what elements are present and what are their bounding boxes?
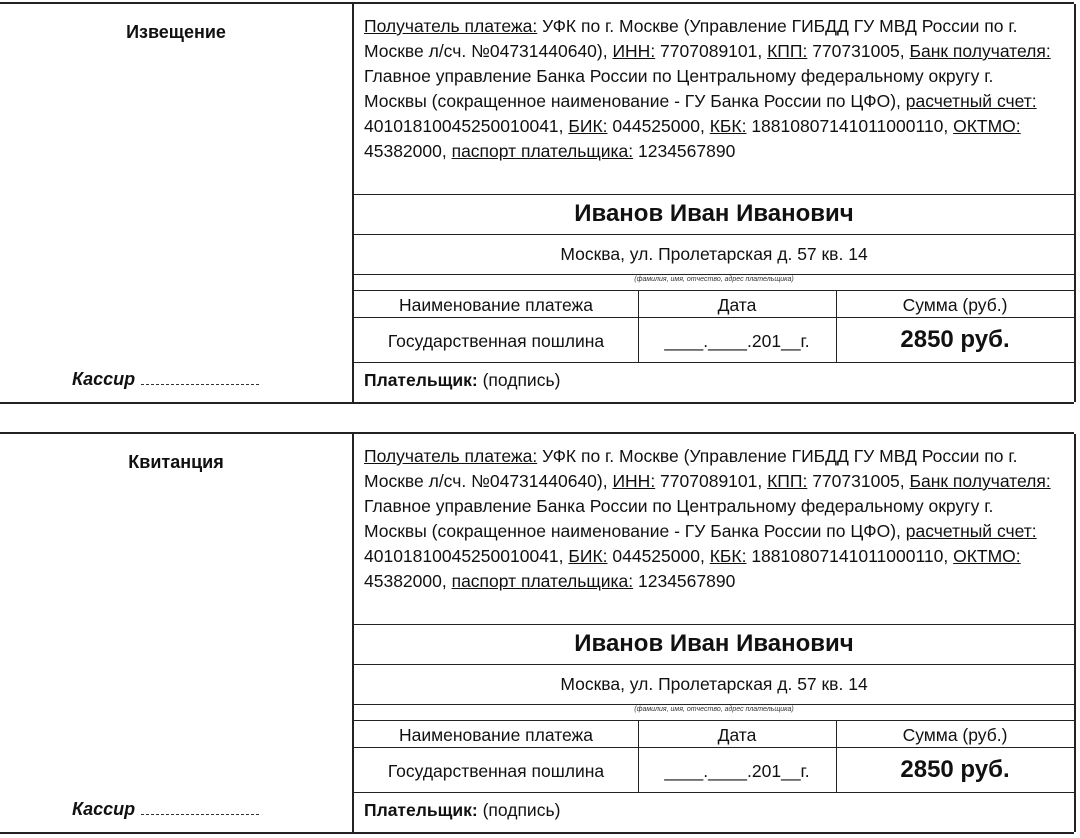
amount-value: 2850 руб.	[900, 326, 1010, 353]
bik-value: 044525000,	[607, 546, 710, 566]
cashier-signature-line	[141, 813, 259, 815]
passport-label: паспорт плательщика:	[451, 141, 634, 161]
cashier-label: Кассир	[72, 799, 136, 819]
payer-name: Иванов Иван Иванович	[574, 200, 854, 227]
oktmo-label: ОКТМО:	[953, 116, 1021, 136]
kbk-label: КБК:	[709, 116, 747, 136]
divider	[354, 792, 1074, 793]
bik-label: БИК:	[568, 116, 608, 136]
slip-type-label: Извещение	[126, 22, 226, 42]
passport-value: 1234567890	[633, 141, 736, 161]
bank-label: Банк получателя:	[909, 41, 1051, 61]
date-value: ____.____.201__г.	[664, 331, 810, 351]
address-caption: (фамилия, имя, отчество, адрес плательщика)	[634, 276, 794, 283]
kpp-label: КПП:	[767, 41, 808, 61]
date-value: ____.____.201__г.	[664, 761, 810, 781]
header-payment-name: Наименование платежа	[398, 725, 593, 745]
slip-right-column	[352, 4, 1076, 402]
account-label: расчетный счет:	[905, 91, 1037, 111]
inn-label: ИНН:	[612, 471, 656, 491]
cashier-signature-line	[141, 383, 259, 385]
oktmo-value: 45382000,	[364, 571, 452, 591]
kpp-label: КПП:	[767, 471, 808, 491]
kbk-label: КБК:	[709, 546, 747, 566]
amount-value: 2850 руб.	[900, 756, 1010, 783]
payer-address: Москва, ул. Пролетарская д. 57 кв. 14	[560, 244, 868, 264]
oktmo-value: 45382000,	[364, 141, 452, 161]
divider	[354, 624, 1074, 625]
header-date: Дата	[717, 725, 757, 745]
divider	[354, 317, 1074, 318]
divider	[354, 234, 1074, 235]
slip-left-column	[0, 4, 352, 402]
signature-label: Плательщик:	[364, 800, 478, 820]
slip-type-label: Квитанция	[128, 452, 224, 472]
recipient-details	[364, 444, 1054, 594]
payment-name-value: Государственная пошлина	[387, 331, 605, 351]
kpp-value: 770731005,	[807, 41, 910, 61]
receipt-slip	[0, 432, 1080, 832]
address-caption: (фамилия, имя, отчество, адрес плательщика)	[634, 706, 794, 713]
header-amount: Сумма (руб.)	[902, 295, 1008, 315]
divider	[354, 704, 1074, 705]
divider	[354, 720, 1074, 721]
payer-name: Иванов Иван Иванович	[574, 630, 854, 657]
cashier-field	[72, 369, 259, 390]
header-payment-name: Наименование платежа	[398, 295, 593, 315]
header-amount: Сумма (руб.)	[902, 725, 1008, 745]
slip-frame	[0, 432, 1074, 834]
kpp-value: 770731005,	[807, 471, 910, 491]
slip-right-column	[352, 434, 1076, 832]
cashier-field	[72, 799, 259, 820]
payment-name-value: Государственная пошлина	[387, 761, 605, 781]
divider	[354, 290, 1074, 291]
payee-text: УФК по г. Москве (Управление ГИБДД ГУ МВД России по г. Москве л/сч. №04731440640),	[364, 16, 1018, 61]
divider	[354, 362, 1074, 363]
oktmo-label: ОКТМО:	[953, 546, 1021, 566]
payer-signature	[364, 800, 560, 821]
inn-value: 7707089101,	[655, 471, 768, 491]
payee-label: Получатель платежа:	[364, 446, 538, 466]
signature-hint: (подпись)	[477, 800, 561, 820]
divider	[354, 664, 1074, 665]
divider	[354, 747, 1074, 748]
bik-value: 044525000,	[607, 116, 710, 136]
header-date: Дата	[717, 295, 757, 315]
divider	[354, 194, 1074, 195]
slip-frame	[0, 2, 1074, 404]
recipient-details	[364, 14, 1054, 164]
signature-label: Плательщик:	[364, 370, 478, 390]
account-value: 40101810045250010041,	[364, 116, 569, 136]
divider	[354, 274, 1074, 275]
passport-value: 1234567890	[633, 571, 736, 591]
slip-left-column	[0, 434, 352, 832]
notice-slip	[0, 2, 1080, 402]
payer-signature	[364, 370, 560, 391]
account-value: 40101810045250010041,	[364, 546, 569, 566]
payee-text: УФК по г. Москве (Управление ГИБДД ГУ МВД России по г. Москве л/сч. №04731440640),	[364, 446, 1018, 491]
kbk-value: 18810807141011000110,	[746, 546, 954, 566]
account-label: расчетный счет:	[905, 521, 1037, 541]
passport-label: паспорт плательщика:	[451, 571, 634, 591]
bik-label: БИК:	[568, 546, 608, 566]
inn-label: ИНН:	[612, 41, 656, 61]
bank-value: Главное управление Банка России по Центральному федеральному округу г. Москвы (сокращенное наименование - ГУ Банка России по ЦФО),	[364, 66, 994, 111]
payer-address: Москва, ул. Пролетарская д. 57 кв. 14	[560, 674, 868, 694]
bank-label: Банк получателя:	[909, 471, 1051, 491]
kbk-value: 18810807141011000110,	[746, 116, 954, 136]
bank-value: Главное управление Банка России по Центральному федеральному округу г. Москвы (сокращенное наименование - ГУ Банка России по ЦФО),	[364, 496, 994, 541]
payee-label: Получатель платежа:	[364, 16, 538, 36]
signature-hint: (подпись)	[477, 370, 561, 390]
inn-value: 7707089101,	[655, 41, 768, 61]
cashier-label: Кассир	[72, 369, 136, 389]
